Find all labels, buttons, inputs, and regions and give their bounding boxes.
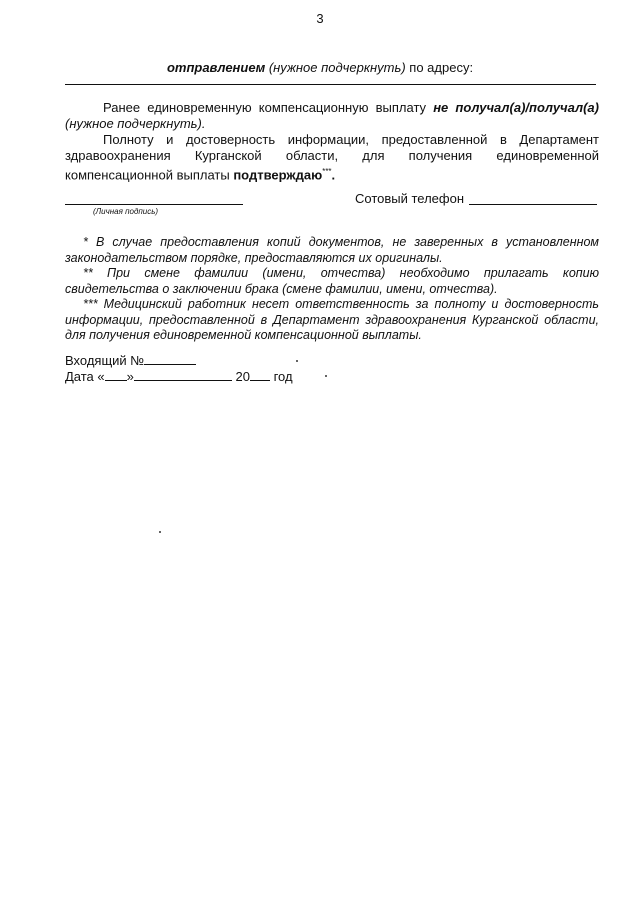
date-open-label: Дата « (65, 369, 105, 384)
previous-payment-text: Ранее единовременную компенсационную выплату (103, 100, 427, 115)
confirmation-footnote-mark: *** (322, 167, 332, 176)
footnote-2: ** При смене фамилии (имени, отчества) необходимо прилагать копию свидетельства о заключении брака (смене фамилии, имени, отчества). (65, 266, 599, 296)
page-number: 3 (316, 11, 324, 26)
address-blank-line (65, 84, 596, 85)
signature-line (65, 204, 243, 205)
address-label: по адресу: (409, 60, 474, 75)
previous-payment-paragraph (65, 100, 599, 132)
incoming-date-row (65, 369, 293, 385)
confirmation-paragraph (65, 132, 599, 183)
address-underline-note: (нужное подчеркнуть) (268, 60, 406, 75)
previous-payment-note: (нужное подчеркнуть). (65, 116, 206, 131)
confirmation-text: Полноту и достоверность информации, предоставленной в Департамент здравоохранения Курганской области, для получения единовременной компенсационной выплаты (65, 132, 599, 183)
scan-speck (296, 360, 298, 362)
date-year-suffix: год (273, 369, 293, 384)
incoming-number-label: Входящий № (65, 353, 145, 368)
phone-label: Сотовый телефон (355, 191, 465, 206)
date-day-blank (105, 369, 127, 381)
incoming-number-row (65, 353, 293, 369)
address-line (0, 60, 640, 75)
footnote-3: *** Медицинский работник несет ответственность за полноту и достоверность информации, предоставленной в Департамент здравоохранения Курганской области, для получения единовременной компенсационной выплаты. (65, 297, 599, 342)
date-month-blank (134, 369, 232, 381)
footnotes (65, 235, 599, 344)
previous-payment-options: не получал(а)/получал(а) (433, 100, 599, 115)
scan-speck (159, 531, 161, 533)
confirmation-word: подтверждаю (233, 167, 323, 183)
address-delivery-method: отправлением (166, 60, 266, 75)
footnote-1: * В случае предоставления копий документов, не заверенных в установленном законодательством порядке, предоставляются их оригиналы. (65, 235, 599, 265)
date-close-quote: » (126, 369, 134, 384)
incoming-registration (65, 353, 293, 385)
phone-blank-line (469, 204, 597, 205)
incoming-number-blank (144, 353, 196, 365)
date-year-prefix: 20 (235, 369, 250, 384)
scan-speck (325, 375, 327, 377)
confirmation-period: . (331, 167, 336, 183)
date-year-blank (250, 369, 270, 381)
signature-caption: (Личная подпись) (93, 207, 159, 216)
